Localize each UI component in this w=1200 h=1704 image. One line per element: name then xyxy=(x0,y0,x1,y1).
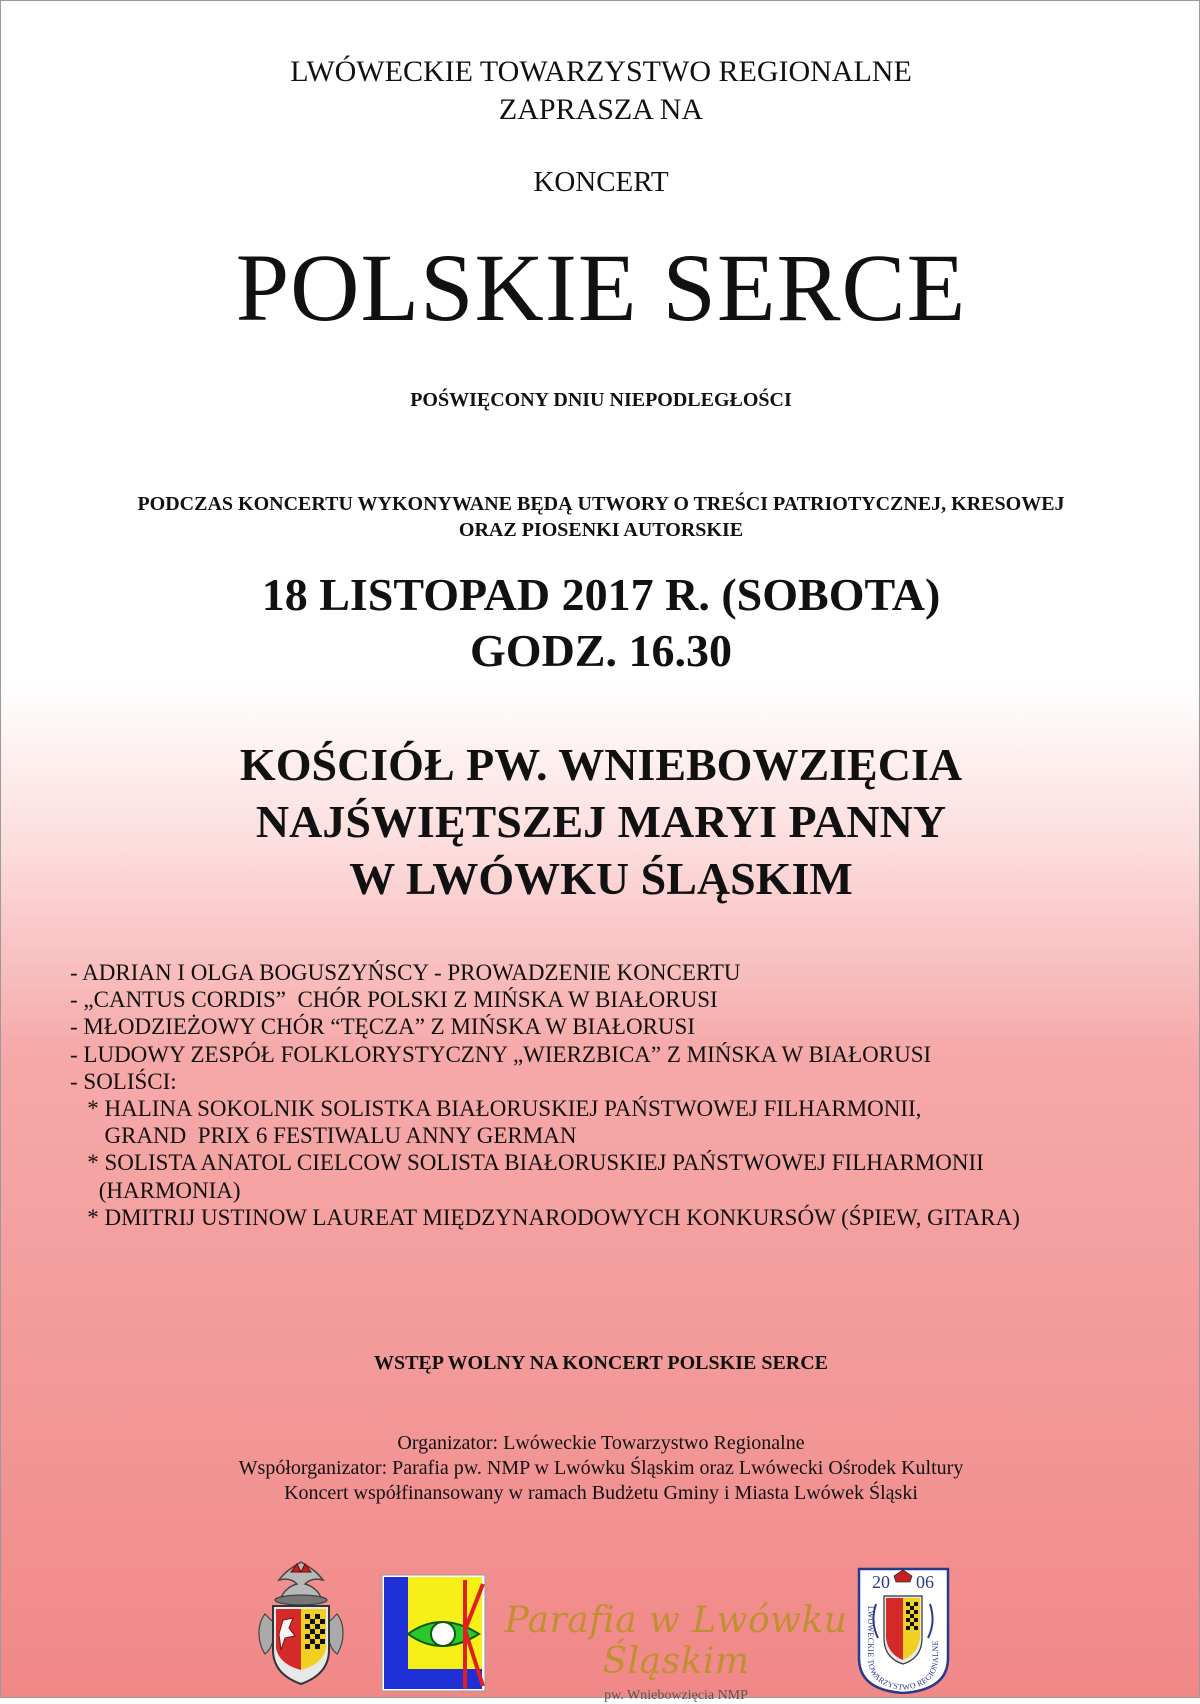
performer-item: (HARMONIA) xyxy=(70,1177,241,1203)
performers-list xyxy=(70,959,1180,1231)
organizer-name: LWÓWECKIE TOWARZYSTWO REGIONALNE xyxy=(290,55,912,88)
ltr-year-right: 06 xyxy=(916,1572,934,1592)
ltr-year-left: 20 xyxy=(872,1572,890,1592)
organizer-credit: Organizator: Lwóweckie Towarzystwo Regionalne xyxy=(397,1432,805,1454)
event-type: KONCERT xyxy=(533,166,669,198)
coorganizer-credit: Współorganizator: Parafia pw. NMP w Lwówku Śląskim oraz Lwówecki Ośrodek Kultury xyxy=(238,1457,964,1479)
program-line-1: PODCZAS KONCERTU WYKONYWANE BĘDĄ UTWORY O TREŚCI PATRIOTYCZNEJ, KRESOWEJ xyxy=(137,493,1065,515)
event-datetime xyxy=(1,567,1200,679)
performer-item: * DMITRIJ USTINOW LAUREAT MIĘDZYNARODOWYCH KONKURSÓW (ŚPIEW, GITARA) xyxy=(70,1204,1020,1230)
coat-of-arms-icon xyxy=(251,1558,351,1688)
performer-item: - MŁODZIEŻOWY CHÓR “TĘCZA” Z MIŃSKA W BIAŁORUSI xyxy=(70,1014,695,1040)
venue-line-1: KOŚCIÓŁ PW. WNIEBOWZIĘCIA xyxy=(239,739,963,790)
dedication: POŚWIĘCONY DNIU NIEPODLEGŁOŚCI xyxy=(410,389,792,411)
parafia-logo-subtitle: pw. Wniebowzięcia NMP xyxy=(604,1688,748,1703)
performer-item: * SOLISTA ANATOL CIELCOW SOLISTA BIAŁORUSKIEJ PAŃSTWOWEJ FILHARMONII xyxy=(70,1150,984,1176)
event-date: 18 LISTOPAD 2017 R. (SOBOTA) xyxy=(261,569,941,620)
parafia-logo-text: Parafia w Lwówku Śląskim xyxy=(504,1600,848,1682)
event-time: GODZ. 16.30 xyxy=(470,625,732,676)
performer-item: GRAND PRIX 6 FESTIWALU ANNY GERMAN xyxy=(70,1123,577,1149)
venue xyxy=(1,736,1200,907)
ltr-arc-text: LWÓWECKIE TOWARZYSTWO REGIONALNE xyxy=(865,1606,941,1693)
invitation-line: ZAPRASZA NA xyxy=(498,93,704,126)
credits xyxy=(1,1431,1200,1506)
free-entry-note: WSTĘP WOLNY NA KONCERT POLSKIE SERCE xyxy=(373,1352,829,1374)
venue-line-2: NAJŚWIĘTSZEJ MARYI PANNY xyxy=(255,796,947,847)
parafia-logo xyxy=(496,1598,856,1703)
sponsor-logos xyxy=(1,1546,1200,1703)
lok-logo-icon xyxy=(381,1574,486,1692)
organizer-header xyxy=(1,53,1200,129)
performer-item: - LUDOWY ZESPÓŁ FOLKLORYSTYCZNY „WIERZBICA” Z MIŃSKA W BIAŁORUSI xyxy=(70,1041,932,1067)
performer-item: * HALINA SOKOLNIK SOLISTKA BIAŁORUSKIEJ PAŃSTWOWEJ FILHARMONII, xyxy=(70,1096,922,1122)
program-description xyxy=(1,491,1200,543)
funding-credit: Koncert współfinansowany w ramach Budżetu Gminy i Miasta Lwówek Śląski xyxy=(284,1482,918,1504)
performer-item: - „CANTUS CORDIS” CHÓR POLSKI Z MIŃSKA W BIAŁORUSI xyxy=(70,987,718,1013)
poster-title: POLSKIE SERCE xyxy=(235,234,967,341)
performer-item: - SOLIŚCI: xyxy=(70,1068,177,1094)
performer-item: - ADRIAN I OLGA BOGUSZYŃSCY - PROWADZENIE KONCERTU xyxy=(70,960,741,985)
program-line-2: ORAZ PIOSENKI AUTORSKIE xyxy=(458,519,744,541)
ltr-emblem-icon xyxy=(856,1566,951,1694)
venue-line-3: W LWÓWKU ŚLĄSKIM xyxy=(349,853,853,904)
